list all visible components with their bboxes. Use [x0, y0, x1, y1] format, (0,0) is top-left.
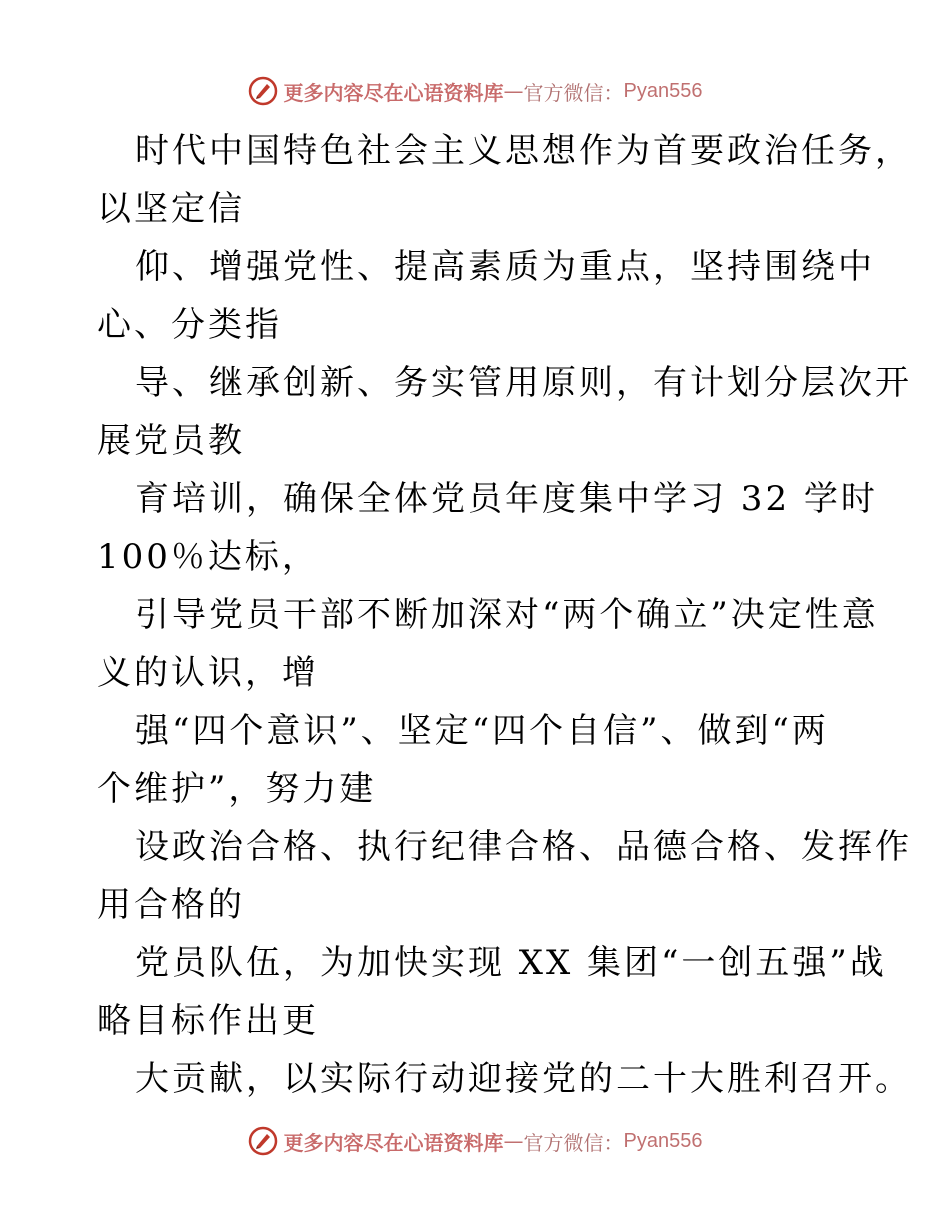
watermark-dash: —	[503, 79, 524, 103]
watermark-main-text: 更多内容尽在心语资料库	[283, 80, 504, 105]
watermark-id: Pyan556	[623, 79, 703, 102]
header-watermark	[0, 71, 950, 111]
text-line: 导、继承创新、务实管用原则，有计划分层次开	[135, 363, 912, 403]
text-line: 时代中国特色社会主义思想作为首要政治任务，	[135, 131, 912, 171]
logo-icon	[248, 1126, 278, 1156]
text-line: 引导党员干部不断加深对“两个确立”决定性意	[135, 595, 879, 635]
text-line: 大贡献，以实际行动迎接党的二十大胜利召开。	[135, 1059, 912, 1099]
text-line: 100％达标，	[97, 537, 319, 577]
logo-icon	[248, 76, 278, 106]
paragraph	[97, 470, 897, 586]
document-body	[97, 122, 912, 1166]
paragraph	[97, 934, 897, 1050]
paragraph	[97, 238, 897, 354]
text-line: 义的认识，增	[97, 653, 319, 693]
paragraph	[97, 354, 912, 470]
text-line: 心、分类指	[97, 305, 282, 345]
watermark-dash: —	[503, 1129, 524, 1153]
text-line: 用合格的	[97, 885, 245, 925]
text-line: 个维护”，努力建	[97, 769, 377, 809]
footer-watermark	[0, 1121, 950, 1161]
text-line: 育培训，确保全体党员年度集中学习 32 学时	[135, 479, 878, 519]
paragraph	[97, 702, 897, 818]
text-line: 设政治合格、执行纪律合格、品德合格、发挥作	[135, 827, 912, 867]
text-line: 强“四个意识”、坚定“四个自信”、做到“两	[135, 711, 829, 751]
watermark-id: Pyan556	[623, 1129, 703, 1152]
watermark-label: 官方微信：	[523, 80, 624, 105]
paragraph	[97, 818, 912, 934]
watermark-main-text: 更多内容尽在心语资料库	[283, 1130, 504, 1155]
text-line: 以坚定信	[97, 189, 245, 229]
text-line: 略目标作出更	[97, 1001, 319, 1041]
text-line: 展党员教	[97, 421, 245, 461]
text-line: 仰、增强党性、提高素质为重点，坚持围绕中	[135, 247, 875, 287]
paragraph	[97, 586, 897, 702]
text-line: 党员队伍，为加快实现 XX 集团“一创五强”战	[135, 943, 887, 983]
paragraph	[97, 122, 912, 238]
watermark-label: 官方微信：	[523, 1130, 624, 1155]
